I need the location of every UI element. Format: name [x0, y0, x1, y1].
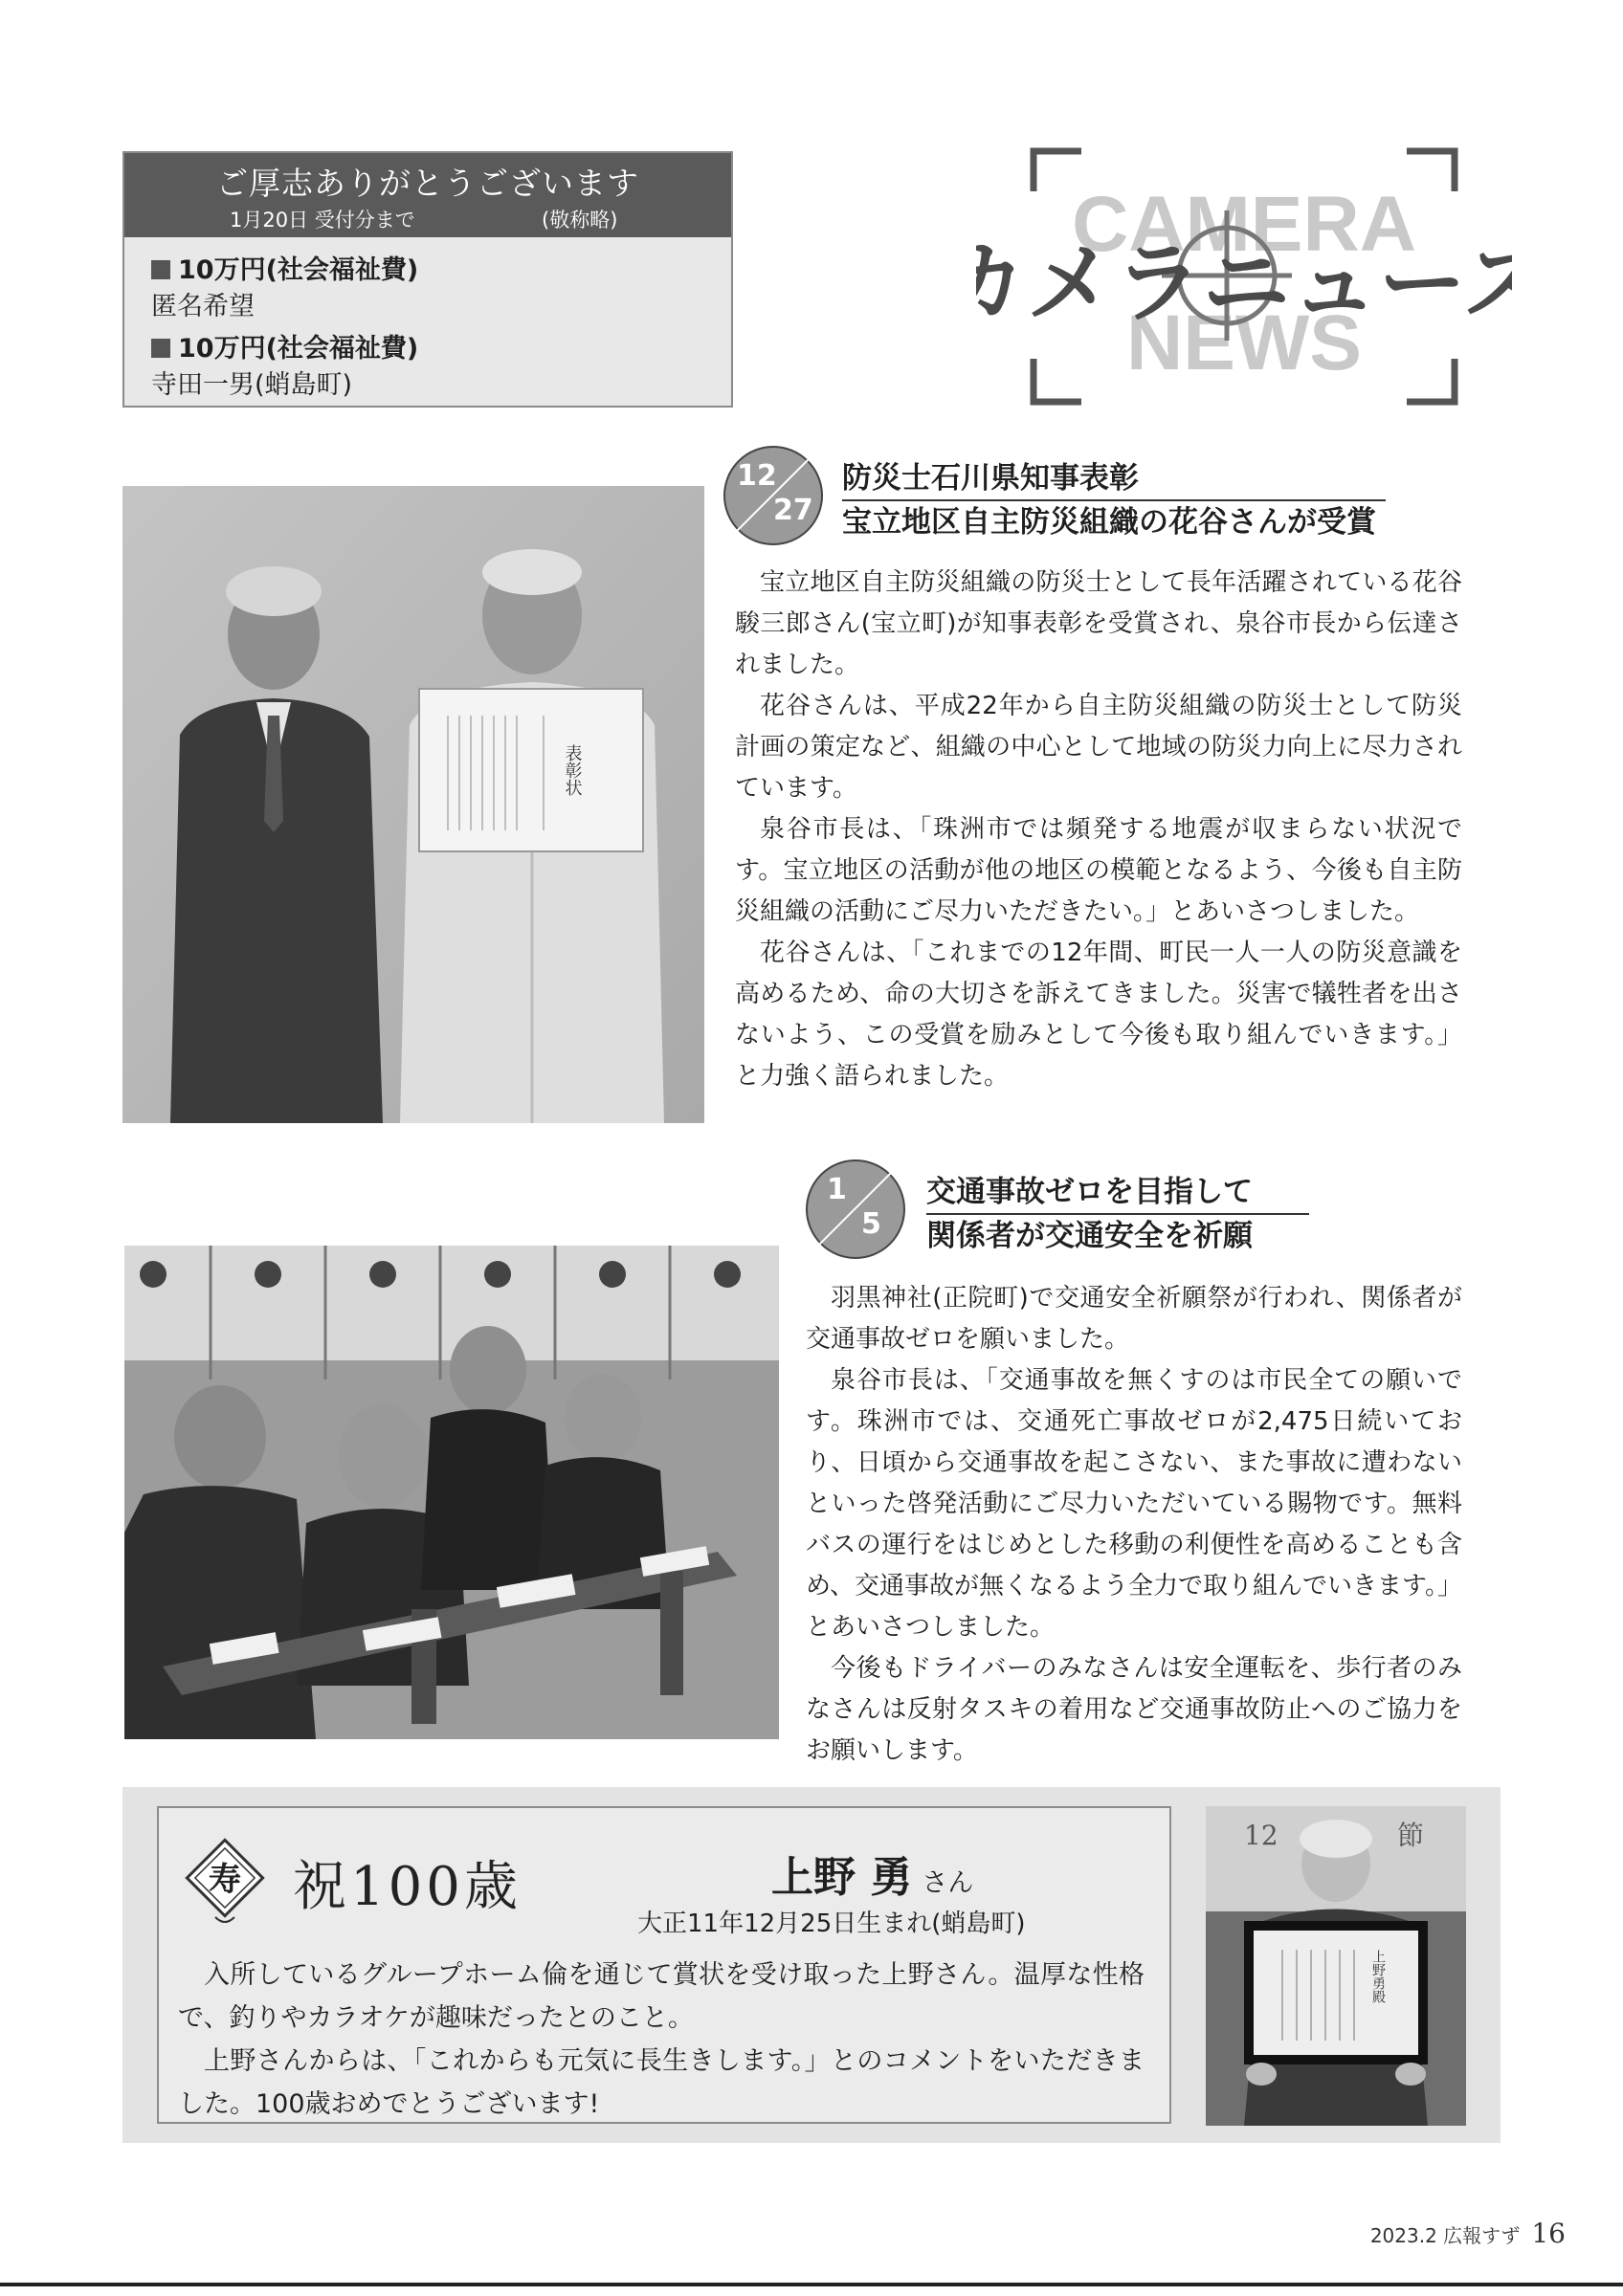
square-bullet-icon: [151, 260, 170, 279]
page-number: 16: [1531, 2218, 1566, 2249]
centenarian-birth: 大正11年12月25日生まれ(蛸島町): [637, 1910, 1026, 1938]
date-badge: 1 5: [806, 1159, 905, 1259]
donation-entry-donor: 寺田一男(蛸島町): [151, 370, 353, 400]
camera-news-logo: [976, 144, 1512, 411]
donation-date-note: 1月20日 受付分まで: [230, 209, 415, 232]
page-footer: [1370, 2218, 1566, 2249]
donation-entry-heading: 10万円(社会福祉費): [151, 327, 418, 364]
svg-text:寿: 寿: [209, 1861, 241, 1899]
article-paragraph: 泉谷市長は、「交通事故を無くすのは市民全ての願いです。珠洲市では、交通死亡事故ゼロが2,475日続いており、日頃から交通事故を起こさない、また事故に遭わないといった啓発活動にご尽力いただいている賜物です。無料バスの運行をはじめとした移動の利便性を高めることも含め、交通事故が無くなるよう全力で取り組んでいきます。」とあいさつしました。: [806, 1366, 1462, 1642]
article-title-line1: 交通事故ゼロを目指して: [926, 1171, 1309, 1215]
issue-label: 2023.2 広報すず: [1369, 2224, 1521, 2247]
donation-header: [124, 153, 731, 237]
kotobuki-icon: [184, 1837, 266, 1919]
square-bullet-icon: [151, 339, 170, 358]
shrine-prayer-photo: [124, 1246, 779, 1739]
centenarian-frame: [157, 1806, 1171, 2124]
centenarian-section: [122, 1787, 1501, 2143]
photo-certificate-title: 上野勇殿: [1370, 1950, 1386, 2003]
centenarian-title: 祝100歳: [293, 1856, 522, 1918]
svg-text:12: 12: [1244, 1820, 1278, 1851]
donation-title: ご厚志ありがとうございます: [216, 165, 639, 202]
date-badge: 12 27: [723, 446, 823, 545]
article-paragraph: 花谷さんは、平成22年から自主防災組織の防災士として防災計画の策定など、組織の中心として地域の防災力向上に尽力されています。: [735, 692, 1462, 803]
logo-main-text: カメラニュース: [976, 232, 1512, 335]
article-title-line2: 関係者が交通安全を祈願: [926, 1219, 1253, 1253]
article-title: [842, 457, 1386, 543]
article-title-line1: 防災士石川県知事表彰: [842, 457, 1386, 501]
logo-camera-text: CAMERA: [1072, 181, 1416, 268]
centenarian-honorific: さん: [922, 1868, 974, 1898]
article-paragraph: 泉谷市長は、「珠洲市では頻発する地震が収まらない状況です。宝立地区の活動が他の地区の模範となるよう、今後も自主防災組織の活動にご尽力いただきたい。」とあいさつしました。: [735, 815, 1462, 926]
article-title-line2: 宝立地区自主防災組織の花谷さんが受賞: [842, 505, 1376, 540]
centenarian-paragraph: 入所しているグループホーム倫を通じて賞状を受け取った上野さん。温厚な性格で、釣りやカラオケが趣味だったとのこと。: [178, 1960, 1145, 2033]
certificate-title: 表彰状: [562, 744, 583, 796]
donation-honorific-note: (敬称略): [542, 209, 618, 232]
article-paragraph: 花谷さんは、「これまでの12年間、町民一人一人の防災意識を高めるため、命の大切さを訴えてきました。災害で犠牲者を出さないよう、この受賞を励みとして今後も取り組んでいきます。」と力強く語られました。: [735, 938, 1462, 1091]
article-paragraph: 羽黒神社(正院町)で交通安全祈願祭が行われ、関係者が交通事故ゼロを願いました。: [806, 1284, 1462, 1354]
article-paragraph: 宝立地区自主防災組織の防災士として長年活躍されている花谷駿三郎さん(宝立町)が知事表彰を受賞され、泉谷市長から伝達されました。: [735, 568, 1462, 679]
bottom-rule: [0, 2283, 1623, 2286]
award-photo: [122, 486, 704, 1123]
article-body: [735, 563, 1462, 1097]
logo-news-text: NEWS: [1126, 299, 1362, 386]
centenarian-paragraph: 上野さんからは、「これからも元気に長生きします。」とのコメントをいただきました。100歳おめでとうございます!: [178, 2046, 1145, 2119]
centenarian-name: 上野 勇: [771, 1853, 913, 1902]
svg-text:節: 節: [1397, 1820, 1425, 1851]
article-title: [926, 1171, 1309, 1257]
donation-entry-heading: 10万円(社会福祉費): [151, 249, 418, 286]
centenarian-name-block: [771, 1843, 973, 1904]
article-body: [806, 1278, 1462, 1772]
centenarian-body: [178, 1954, 1145, 2126]
donation-entry-donor: 匿名希望: [151, 292, 255, 321]
article-paragraph: 今後もドライバーのみなさんは安全運転を、歩行者のみなさんは反射タスキの着用など交通事故防止へのご協力をお願いします。: [806, 1654, 1462, 1765]
donation-box: [122, 151, 733, 408]
centenarian-photo: [1206, 1806, 1466, 2126]
